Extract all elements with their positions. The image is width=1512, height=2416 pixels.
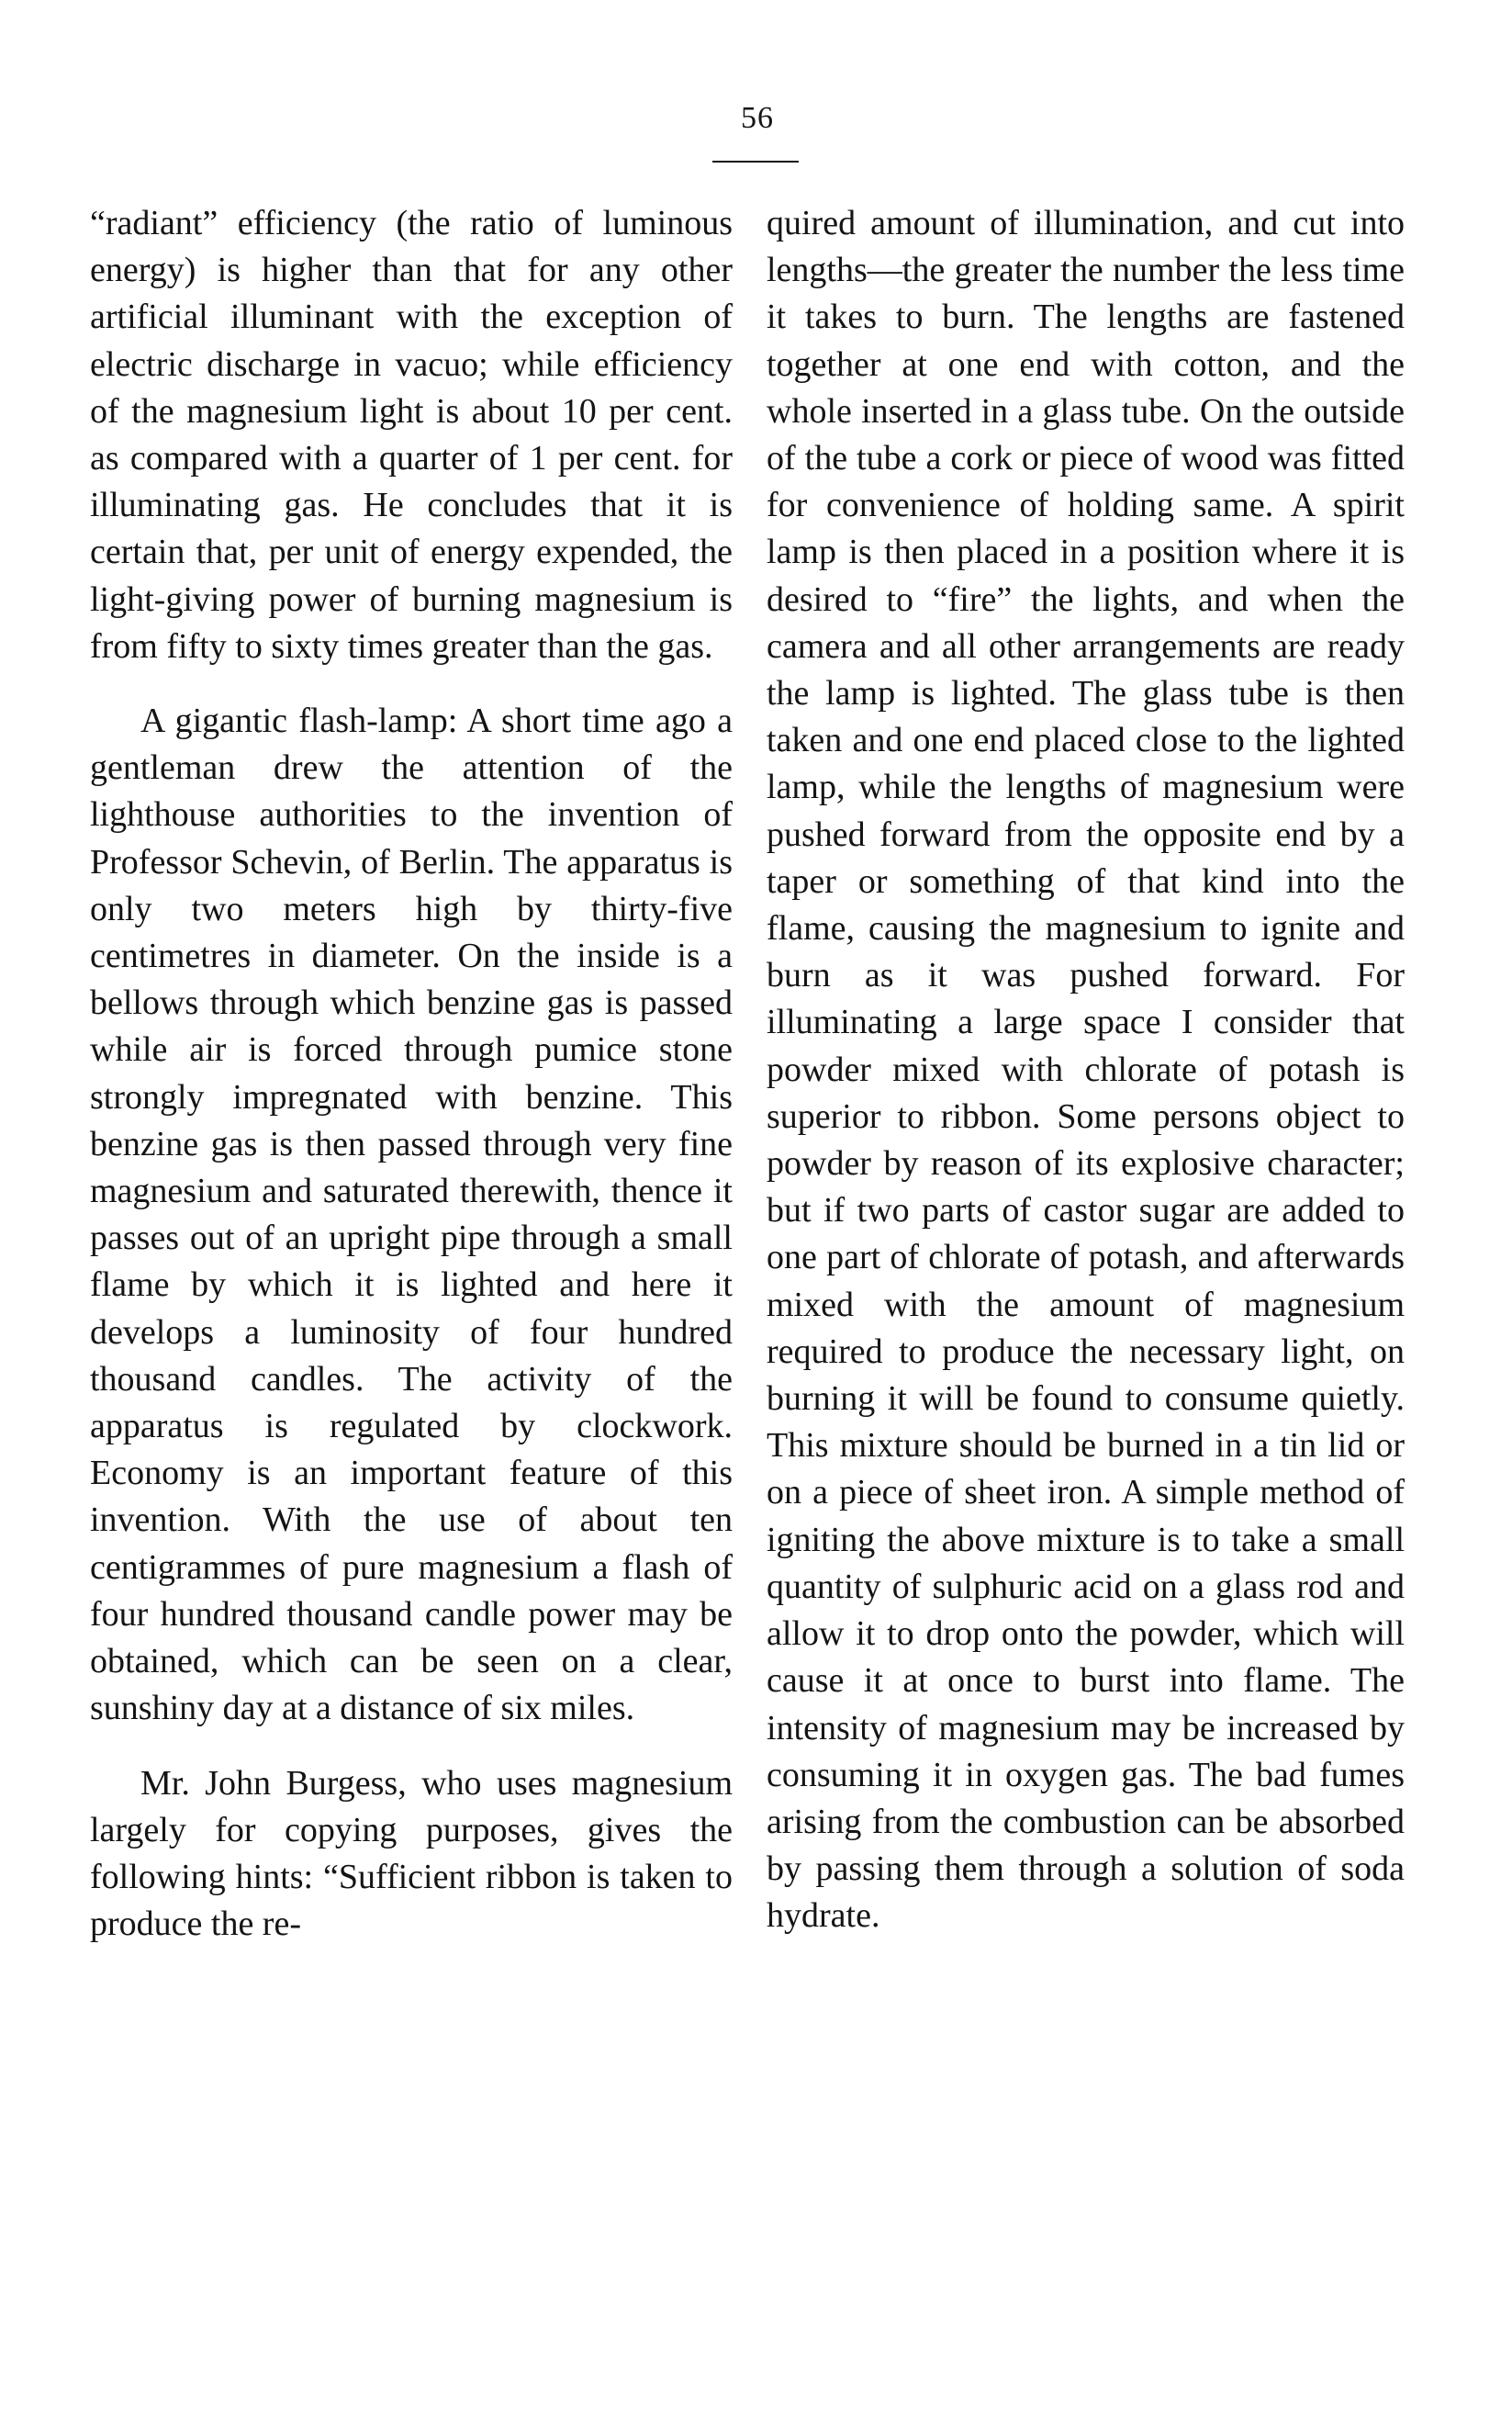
paragraph-burgess-continued: quired amount of illumination, and cut into lengths—the greater the number the less time it takes to burn. The lengths are fastened together at one end with cotton, and the whole inserted in a glass tube. On the outside of the tube a cork or piece of wood was fitted for convenience of holding same. A spirit lamp is then placed in a position where it is desired to “fire” the lights, and when the camera and all other arrangements are ready the lamp is lighted. The glass tube is then taken and one end placed close to the lighted lamp, while the lengths of magnesium were pushed forward from the opposite end by a taper or something of that kind into the flame, causing the magnesium to ignite and burn as it was pushed forward. For illuminating a large space I consider that powder mixed with chlorate of potash is superior to ribbon. Some persons object to powder by reason of its explosive character; but if two parts of castor sugar are added to one part of chlorate of potash, and afterwards mixed with the amount of magnesium required to produce the necessary light, on burning it will be found to consume quietly. This mixture should be burned in a tin lid or on a piece of sheet iron. A simple method of igniting the above mixture is to take a small quantity of sulphuric acid on a glass rod and allow it to drop onto the powder, which will cause it at once to burst into flame. The intensity of magnesium may be increased by consuming it in oxygen gas. The bad fumes arising from the combustion can be absorbed by passing them through a solution of soda hydrate. bbox=[767, 204, 1405, 1936]
paragraph-radiant-efficiency: “radiant” efficiency (the ratio of luminous energy) is higher than that for any other artificial illuminant with the exception of electric discharge in vacuo; while efficiency of the magnesium light is about 10 per cent. as compared with a quarter of 1 per cent. for illuminating gas. He concludes that it is certain that, per unit of energy expended, the light-giving power of burning magnesium is from fifty to sixty times greater than the gas. bbox=[90, 204, 733, 666]
left-column bbox=[90, 200, 733, 1975]
page-number-rule bbox=[712, 161, 799, 163]
paragraph-burgess-hints: Mr. John Burgess, who uses magnesium largely for copying purposes, gives the following hints: “Sufficient ribbon is taken to produce the re- bbox=[90, 1763, 733, 1944]
right-column bbox=[767, 200, 1405, 1940]
page-number: 56 bbox=[741, 101, 774, 135]
paragraph-flash-lamp: A gigantic flash-lamp: A short time ago a gentleman drew the attention of the lighthouse authorities to the invention of Professor Schevin, of Berlin. The apparatus is only two meters high by thirty-five centimetres in diameter. On the inside is a bellows through which benzine gas is passed while air is forced through pumice stone strongly impregnated with benzine. This benzine gas is then passed through very fine magnesium and saturated therewith, thence it passes out of an upright pipe through a small flame by which it is lighted and here it develops a luminosity of four hundred thousand candles. The activity of the apparatus is regulated by clockwork. Economy is an important feature of this invention. With the use of about ten centigrammes of pure magnesium a flash of four hundred thousand candle power may be obtained, which can be seen on a clear, sunshiny day at a distance of six miles. bbox=[90, 702, 733, 1728]
